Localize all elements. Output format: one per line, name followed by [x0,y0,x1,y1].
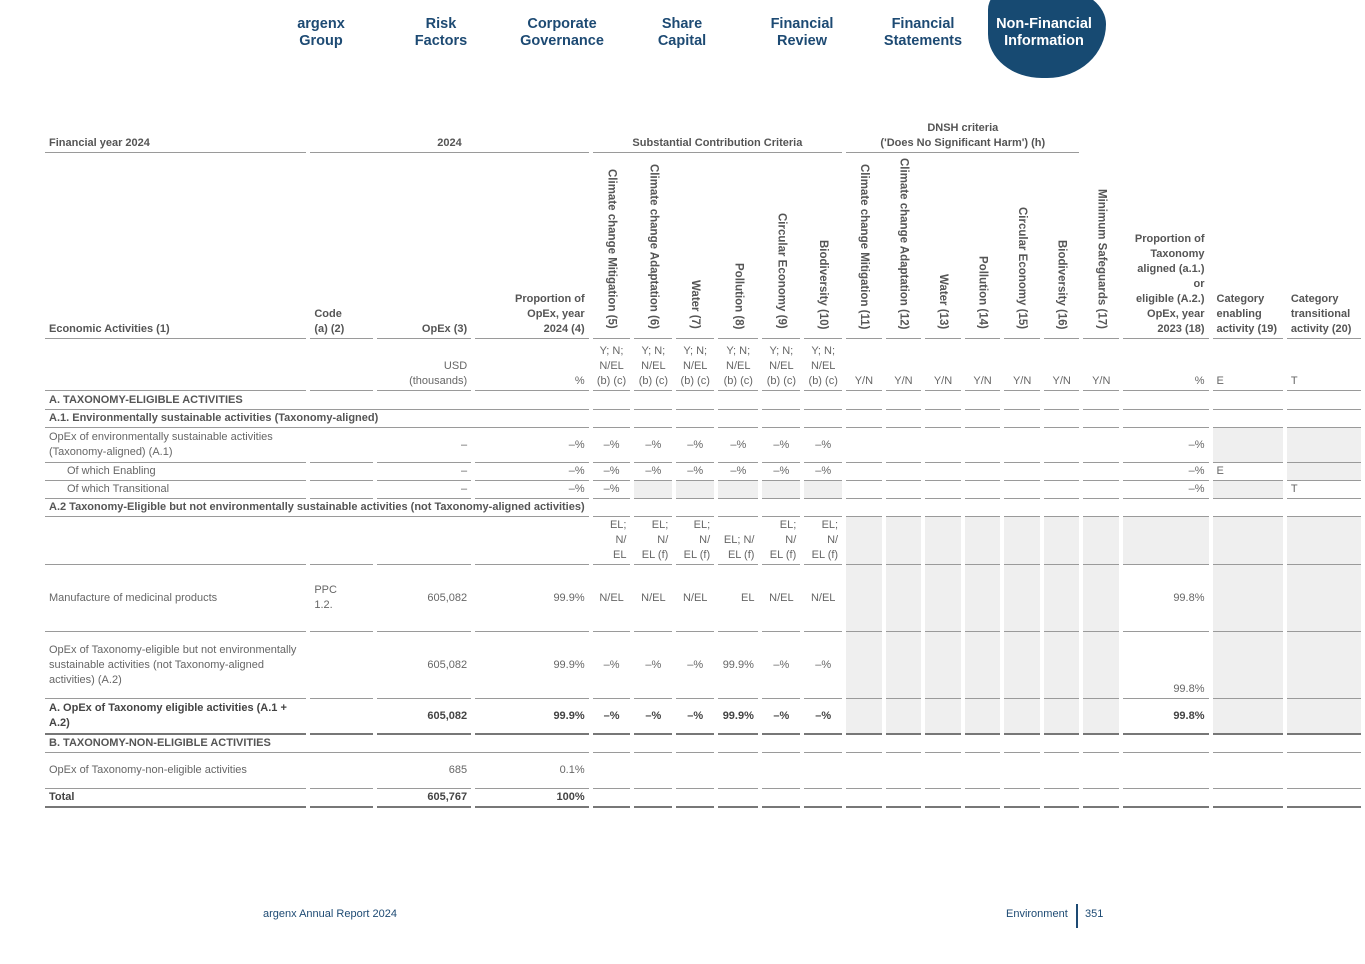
unit-ynel: Y; N; N/EL (b) (c) [762,339,800,391]
cell-value: EL [718,565,758,632]
cell-value: –% [634,699,672,735]
col-code: Code (a) (2) [310,153,372,339]
cell-value: N/EL [762,565,800,632]
empty-cell [45,339,306,391]
col-economic-activities: Economic Activities (1) [45,153,306,339]
empty-cell [310,339,372,391]
footer-section-name[interactable]: Environment [1006,908,1068,920]
col-dnsh-circular-economy: Circular Economy (15) [1016,206,1029,329]
cell-value: –% [804,632,842,699]
cell-proportion: 99.9% [475,699,588,735]
col-category-transitional: Category transitional activity (20) [1287,153,1361,339]
col-dnsh-biodiversity: Biodiversity (16) [1055,239,1068,329]
cell-value: –% [676,632,714,699]
unit-yn: Y/N [1004,339,1040,391]
cell-value: –% [762,699,800,735]
cell-value: –% [593,632,631,699]
cell-value: –% [762,463,800,481]
cell-value: –% [593,481,631,499]
cell-opex: 605,082 [377,632,471,699]
cell-proportion: 99.9% [475,565,588,632]
col-dnsh-pollution: Pollution (14) [976,256,989,329]
cell-value: –% [593,463,631,481]
cell-value: N/EL [676,565,714,632]
cell-value: N/EL [804,565,842,632]
cell-value: –% [593,428,631,463]
cell-el-header: EL; N/ EL [593,517,631,565]
unit-proportion: % [475,339,588,391]
cell-value: –% [634,428,672,463]
unit-ynel: Y; N; N/EL (b) (c) [593,339,631,391]
col-sc-water: Water (7) [689,280,702,329]
nav-argenx-group[interactable]: argenx Group [297,16,345,49]
cell-el-header: EL; N/ EL (f) [676,517,714,565]
unit-ynel: Y; N; N/EL (b) (c) [718,339,758,391]
col-opex: OpEx (3) [377,153,471,339]
section-a-title: A. TAXONOMY-ELIGIBLE ACTIVITIES [45,391,589,410]
cell-value: –% [676,428,714,463]
unit-enabling: E [1213,339,1283,391]
unit-ynel: Y; N; N/EL (b) (c) [804,339,842,391]
header-financial-year: Financial year 2024 [45,118,306,153]
nav-corporate-governance[interactable]: Corporate Governance [520,16,604,49]
col-proportion-2023: Proportion of Taxonomy aligned (a.1.) or eligible (A.2.) OpEx, year 2023 (18) [1123,153,1208,339]
empty-cell [1123,118,1208,153]
footer-report-title: argenx Annual Report 2024 [263,908,397,920]
cell-opex: 605,082 [377,699,471,735]
col-category-enabling: Category enabling activity (19) [1213,153,1283,339]
cell-value: – [377,463,471,481]
cell-proportion: 99.9% [475,632,588,699]
col-minimum-safeguards: Minimum Safeguards (17) [1095,189,1108,329]
cell-enabling-flag: E [1213,463,1283,481]
cell-transitional-flag: T [1287,481,1361,499]
cell-value: N/EL [593,565,631,632]
row-of-which-transitional-label: Of which Transitional [45,481,306,499]
cell-opex: 605,767 [377,789,471,808]
cell-value: –% [1123,428,1208,463]
col-proportion-2024: Proportion of OpEx, year 2024 (4) [475,153,588,339]
cell-opex: 605,082 [377,565,471,632]
unit-pct: % [1123,339,1208,391]
taxonomy-opex-table [41,118,1365,808]
col-dnsh-climate-mitigation: Climate change Mitigation (11) [857,163,870,329]
cell-code: PPC 1.2. [310,565,372,632]
nav-share-capital[interactable]: Share Capital [657,16,707,49]
cell-el-header: EL; N/ EL (f) [634,517,672,565]
header-dnsh-line1: DNSH criteria [927,122,999,134]
header-dnsh [846,118,1079,153]
col-sc-circular-economy: Circular Economy (9) [775,213,788,329]
header-year-2024: 2024 [310,118,588,153]
footer-page-number: 351 [1085,908,1104,920]
cell-proportion-2023: 99.8% [1123,632,1208,699]
cell-el-header: EL; N/ EL (f) [804,517,842,565]
cell-value: –% [718,463,758,481]
unit-opex: USD (thousands) [377,339,471,391]
unit-transitional: T [1287,339,1361,391]
unit-ynel: Y; N; N/EL (b) (c) [676,339,714,391]
cell-opex: 685 [377,753,471,789]
cell-value: –% [762,632,800,699]
nav-risk-factors[interactable]: Risk Factors [414,16,468,49]
cell-value: N/EL [634,565,672,632]
cell-proportion-2023: 99.8% [1123,565,1208,632]
unit-yn: Y/N [846,339,882,391]
nav-financial-statements[interactable]: Financial Statements [883,16,963,49]
unit-yn: Y/N [1044,339,1080,391]
header-dnsh-line2: ('Does No Significant Harm') (h) [880,137,1046,149]
cell-value: – [377,428,471,463]
col-sc-pollution: Pollution (8) [732,262,745,329]
cell-value: –% [762,428,800,463]
footer-divider [1076,904,1078,928]
cell-value: –% [475,481,588,499]
nav-non-financial-information[interactable]: Non-Financial Information [996,16,1092,49]
cell-proportion-2023: 99.8% [1123,699,1208,735]
cell-value: –% [634,632,672,699]
col-sc-biodiversity: Biodiversity (10) [817,239,830,329]
unit-yn: Y/N [965,339,1001,391]
cell-value: –% [1123,463,1208,481]
cell-value: –% [593,699,631,735]
unit-yn: Y/N [925,339,961,391]
row-a2-opex-label: OpEx of Taxonomy-eligible but not environmentally sustainable activities (not Taxonomy-aligned activities) (A.2) [45,632,306,699]
cell-value: –% [676,699,714,735]
col-sc-climate-adaptation: Climate change Adaptation (6) [647,163,660,329]
cell-el-header: EL; N/ EL (f) [718,517,758,565]
row-total-label: Total [45,789,306,808]
cell-proportion: 100% [475,789,588,808]
cell-value: –% [718,428,758,463]
nav-financial-review[interactable]: Financial Review [770,16,834,49]
cell-value: –% [676,463,714,481]
header-substantial-contribution: Substantial Contribution Criteria [593,118,842,153]
cell-el-header: EL; N/ EL (f) [762,517,800,565]
cell-value: –% [804,428,842,463]
cell-proportion: 0.1% [475,753,588,789]
cell-value: – [377,481,471,499]
cell-value: –% [1123,481,1208,499]
col-dnsh-climate-adaptation: Climate change Adaptation (12) [897,157,910,329]
empty-cell [1287,118,1361,153]
row-of-which-enabling-label: Of which Enabling [45,463,306,481]
empty-cell [1083,118,1119,153]
cell-value: 99.9% [718,632,758,699]
unit-yn: Y/N [886,339,922,391]
cell-value: –% [634,463,672,481]
top-navigation [0,0,1365,80]
section-a1-title: A.1. Environmentally sustainable activities (Taxonomy-aligned) [45,410,589,428]
section-a2-title: A.2 Taxonomy-Eligible but not environmentally sustainable activities (not Taxonomy-aligned activities) [45,499,589,517]
row-b-opex-label: OpEx of Taxonomy-non-eligible activities [45,753,306,789]
row-a1-opex-label: OpEx of environmentally sustainable activities (Taxonomy-aligned) (A.1) [45,428,306,463]
unit-yn: Y/N [1083,339,1119,391]
col-sc-climate-mitigation: Climate change Mitigation (5) [605,169,618,329]
section-b-title: B. TAXONOMY-NON-ELIGIBLE ACTIVITIES [45,735,589,753]
row-a-total-label: A. OpEx of Taxonomy eligible activities (A.1 + A.2) [45,699,306,735]
cell-value: –% [475,428,588,463]
cell-value: 99.9% [718,699,758,735]
cell-value: –% [475,463,588,481]
cell-value: –% [804,699,842,735]
row-manufacture-label: Manufacture of medicinal products [45,565,306,632]
col-dnsh-water: Water (13) [937,273,950,329]
cell-value: –% [804,463,842,481]
unit-ynel: Y; N; N/EL (b) (c) [634,339,672,391]
empty-cell [1213,118,1283,153]
